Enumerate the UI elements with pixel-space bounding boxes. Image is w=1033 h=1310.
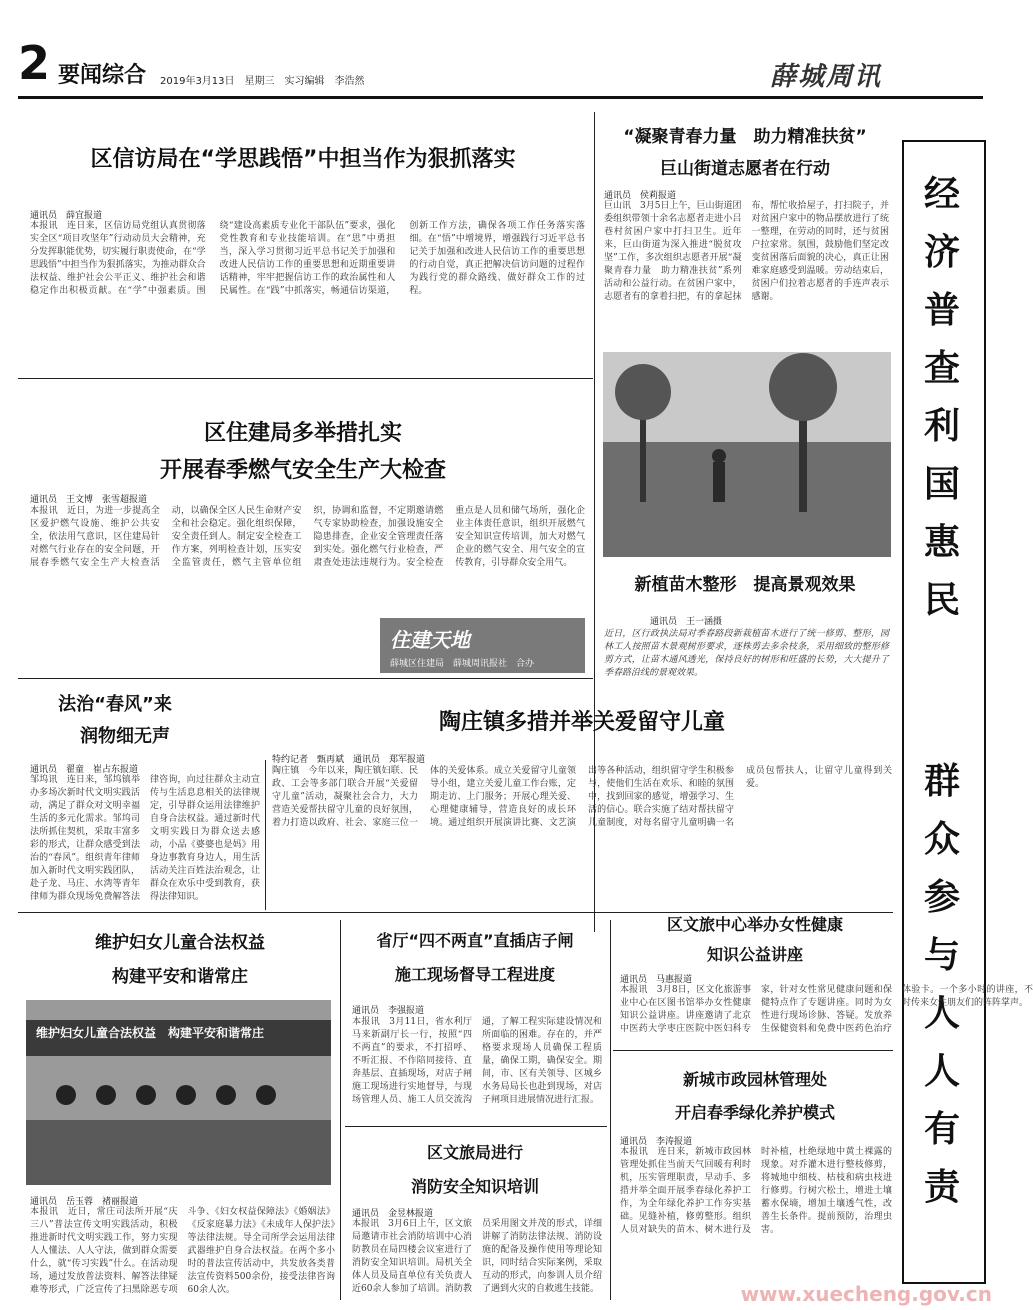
article-8-body: 本报讯 3月11日，省水利厅马来新副厅长一行，按照“四不两直”的要求，不打招呼、不听汇报、不作陪同接待、直奔基层、直插现场，对店子闸施工现场进行实地督导，与现场管理人员、施工人员交流沟通，了解工程实际建设情况和所面临的困难。存在的，并严格要求现场人员确保工程质量，确保工期，确保安全。期间，市、区有关领导、区城乡水务局局长也赴到现场，对店子闸项目进展情况进行汇报。 [352,1017,602,1105]
divider [613,1050,893,1051]
column-divider [265,760,266,910]
article-8-headline: 省厅“四不两直”直插店子闸 [376,931,574,950]
slogan-char: 普 [923,289,960,331]
photo-banner-text: 维护妇女儿童合法权益 构建平安和谐常庄 [36,1026,265,1040]
article-2-body: 巨山讯 3月5日上午，巨山街道团委组织带领十余名志愿者走进小吕巷村贫困户家中打扫卫生。近年来，巨山街道为深入推进“脱贫攻坚”工作，多次组织志愿者开展“凝聚青春力量 助力精准扶贫”系列活动和公益行动。在贫困户家中，志愿者有的拿着扫把，有的拿起抹布，帮忙收拾屋子，打扫院子，并对贫困户家中的物品摆放进行了统一整理，在劳动的同时，还与贫困户拉家常。氛围，鼓励他们坚定改变贫困落后面貌的决心，真正让困难家庭感受到温暖。劳动结束后，贫困户们拉着志愿者的手连声表示感谢。 [604,201,889,302]
article-6-body: 陶庄镇 今年以来，陶庄镇妇联、民政、工会等多部门联合开展“关爱留守儿童”活动，凝聚社会合力，大力营造关爱帮扶留守儿童的良好氛围，着力打造以政府、社会、家庭三位一体的关爱体系。成立关爱留守儿童领导小组，建立关爱儿童工作台账，定期走访、上门服务；开展心理关爱、心理健康辅导，营造良好的成长环境。通过组织开展演讲比赛、文艺演出等各种活动，组织留守学生积极参与，使他们生活在欢乐、和睦的氛围中，找到回家的感觉，增强学习、生活的信心。联合实施了结对帮扶留守儿童制度，对每名留守儿童明确一名成员包帮扶人，让留守儿童得到关爱。 [272,766,892,828]
article-9-body: 本报讯 3月8日，区文化旅游事业中心在区图书馆举办女性健康知识公益讲座。讲座邀请了北京中医药大学枣庄医院中医妇科专家，针对女性常见健康问题和保健特点作了专题讲座。同时为女性进行现场诊脉、答疑。发放养生保健资料和免费中医药色治疗体验卡。一个多小时的讲座，不时传来女性朋友们的阵阵掌声。 [620,985,1033,1034]
header-rule [18,96,983,99]
slogan-char: 参 [923,876,960,918]
slogan-char: 查 [923,347,960,389]
zhujian-banner [380,618,585,673]
article-6-byline: 特约记者 甄再斌 通讯员 郑军报道 [272,755,426,765]
article-6-headline: 陶庄镇多措并举关爱留守儿童 [438,710,725,735]
article-1-body: 本报讯 连日来，区信访局党组认真贯彻落实全区“项目攻坚年”行动动员大会精神，充分发挥职能优势，切实履行职责使命，在“学思践悟”中担当作为狠抓落实，为推动群众合法权益、维护社会公平正义、维护社会和谐稳定作出积极贡献。在“学”中强素质。围绕“建设高素质专业化干部队伍”要求，强化党性教育和专业技能培训。在“思”中勇担当，深入学习贯彻习近平总书记关于加强和改进人民信访工作的重要思想和近期重要讲话精神，牢牢把握信访工作的政治属性和人民属性。在“践”中抓落实，畅通信访渠道，创新工作方法，确保各项工作任务落实落细。在“悟”中增境界，增强践行习近平总书记关于加强和改进人民信访工作的重要思想的行动自觉，真正把解决信访问题的过程作为践行党的群众路线、做好群众工作的过程。 [30,221,585,296]
column-divider [340,920,341,1300]
section-title: 要闻综合 [58,63,147,88]
divider [345,1126,607,1127]
article-5-headline: 法治“春风”来 [58,694,172,715]
article-1-headline: 区信访局在“学思践悟”中担当作为狠抓落实 [90,147,516,172]
slogan-char: 责 [923,1166,960,1208]
article-7-byline: 通讯员 岳玉蓉 褚丽报道 [30,1197,139,1207]
legal-education-photo [26,1000,331,1185]
article-10-subheadline: 开启春季绿化养护模式 [674,1103,835,1122]
article-5-subheadline: 润物细无声 [80,726,170,747]
divider [18,678,593,679]
article-11-body: 本报讯 3月6日上午，区文旅局邀请市社会消防培训中心消防教员在局四楼会议室进行了消防安全知识培训。局机关全体人员及局直单位有关负责人近60余人参加了培训。消防教员采用图文并茂的形式，详细讲解了消防法律法规、消防设施的配备及操作使用等理论知识，同时结合实际案例，采取互动的形式，向参训人员介绍了遇到火灾的自救逃生技能。 [352,1219,602,1294]
issue-info: 2019年3月13日 星期三 实习编辑 李浩然 [160,76,365,87]
article-2-headline: “凝聚青春力量 助力精准扶贫” [623,127,867,147]
article-2-subheadline: 巨山街道志愿者在行动 [660,159,830,179]
slogan-char: 与 [923,934,960,976]
tree-pruning-photo [603,352,891,557]
article-1-byline: 通讯员 薛宜报道 [30,211,103,221]
slogan-char: 人 [923,992,960,1034]
article-9-subheadline: 知识公益讲座 [706,945,803,964]
article-11-headline: 区文旅局进行 [426,1143,523,1162]
article-10-headline: 新城市政园林管理处 [682,1070,827,1089]
slogan-char: 经 [923,173,960,215]
slogan-char: 民 [923,579,960,621]
banner-sub: 薛城区住建局 薛城周讯报社 合办 [390,659,535,669]
divider [18,378,593,379]
page-number: 2 [18,36,51,90]
article-7-subheadline: 构建平安和谐常庄 [112,967,248,987]
article-11-subheadline: 消防安全知识培训 [410,1177,539,1196]
slogan-char: 群 [923,760,960,802]
column-divider [610,920,611,1300]
article-7-body: 本报讯 近日，常庄司法所开展“庆三八”普法宣传文明实践活动，积极推进新时代文明实践工作，努力实现人人懂法、人人守法，做到群众需要什么，就“传习实践”什么。在活动现场，通过发放普法资料、解答法律疑难等形式，广泛宣传了扫黑除恶专项斗争、《妇女权益保障法》《婚姻法》《反家庭暴力法》《未成年人保护法》等法律法规。导全司所学会运用法律武器维护自身合法权益。在两个多小时的普法宣传活动中，共发放各类普法宣传资料500余份，接受法律咨询60余人次。 [30,1207,335,1295]
article-2-byline: 通讯员 侯莉报道 [604,191,677,201]
article-5-body: 邹坞讯 连日来，邹坞镇举办多场次新时代文明实践活动，满足了群众对文明幸福生活的多元化需求。邹坞司法所抓住契机，采取丰富多彩的形式，让群众感受到法治的“春风”。组织青年律师加入新时代文明实践团队，赴子龙、马庄、水湾等青年律师为群众现场免费解答法律咨询，向过往群众主动宣传与生活息息相关的法律规定，引导群众运用法律维护自身合法权益。通过新时代文明实践日为群众送去感动，小品《婆婆也是妈》用身边事教育身边人，用生活活动关注百姓法治观念，让群众在欢乐中受到教育，获得法律知识。 [30,775,260,902]
banner-title: 住建天地 [390,628,470,652]
article-8-subheadline: 施工现场督导工程进度 [394,965,555,984]
article-11-byline: 通讯员 金昱林报道 [352,1209,434,1219]
article-8-byline: 通讯员 李强报道 [352,1006,425,1016]
article-10-body: 本报讯 连日来，新城市政园林管理处抓住当前天气回暖有利时机，压实管理职责，早动手、多措并举全面开展季春绿化养护工作，为全年绿化养护工作夯实基础。见缝补植，修剪整形。组织人员对缺失的苗木、树木进行及时补植，杜绝绿地中黄土裸露的现象。对乔灌木进行整枝修剪，将城地中细枝、枯枝和病虫枝进行修剪。行树穴松土，增进土壤蓄水保墒，增加土壤透气性，改善生长条件。提前预防，治理虫害。 [620,1147,892,1235]
article-5-byline: 通讯员 翟童 崔占东报道 [30,765,139,775]
article-9-byline: 通讯员 马惠报道 [620,975,693,985]
slogan-char: 众 [923,818,960,860]
slogan-char: 有 [923,1108,960,1150]
slogan-char: 济 [923,231,960,273]
article-3-body: 本报讯 近日，为进一步提高全区爱护燃气设施、维护公共安全，依法用气意识，区住建局针对燃气行业存在的安全问题，开展春季燃气安全生产大检查活动，以确保全区人民生命财产安全和社会稳定。强化组织保障，安全责任到人。制定安全检查工作方案，列明检查计划，压实安全监管责任，燃气主管单位组织，协调和监督，不定期邀请燃气专家协助检查，加强设施安全隐患排查，企业安全管理责任落到实处。强化燃气行业检查，严肃查处违法违规行为。安全检查重点是人员和储气场所，强化企业主体责任意识，组织开展燃气安全知识宣传培训，加大对燃气企业的燃气安全、用气安全的宣传教育，引导群众安全用气。 [30,506,585,568]
sidebar-slogan-1 [902,165,982,629]
site-watermark: www.xuecheng.gov.cn [740,1282,992,1306]
article-9-headline: 区文旅中心举办女性健康 [666,915,843,934]
article-3-subheadline: 开展春季燃气安全生产大检查 [159,458,446,483]
article-4-body: 近日，区行政执法局对季春路段新栽植苗木进行了统一修剪、整形，园林工人按照苗木景观树形要求，逐株剪去多余枝条，采用细致的整形修剪方式，让苗木通风透光，保持良好的树形和旺盛的长势，大大提升了季春路沿线的景观效果。 [604,629,889,678]
article-10-byline: 通讯员 李涛报道 [620,1137,693,1147]
slogan-char: 国 [923,463,960,505]
article-3-headline: 区住建局多举措扎实 [203,421,402,446]
article-7-headline: 维护妇女儿童合法权益 [95,933,265,953]
article-4-headline: 新植苗木整形 提高景观效果 [634,575,856,595]
article-3-byline: 通讯员 王文博 张雪超报道 [30,495,148,505]
slogan-char: 惠 [923,521,960,563]
article-4-byline: 通讯员 王一涵摄 [650,617,723,627]
slogan-char: 人 [923,1050,960,1092]
slogan-char: 利 [923,405,960,447]
newspaper-logo: 薛城周讯 [770,62,883,92]
